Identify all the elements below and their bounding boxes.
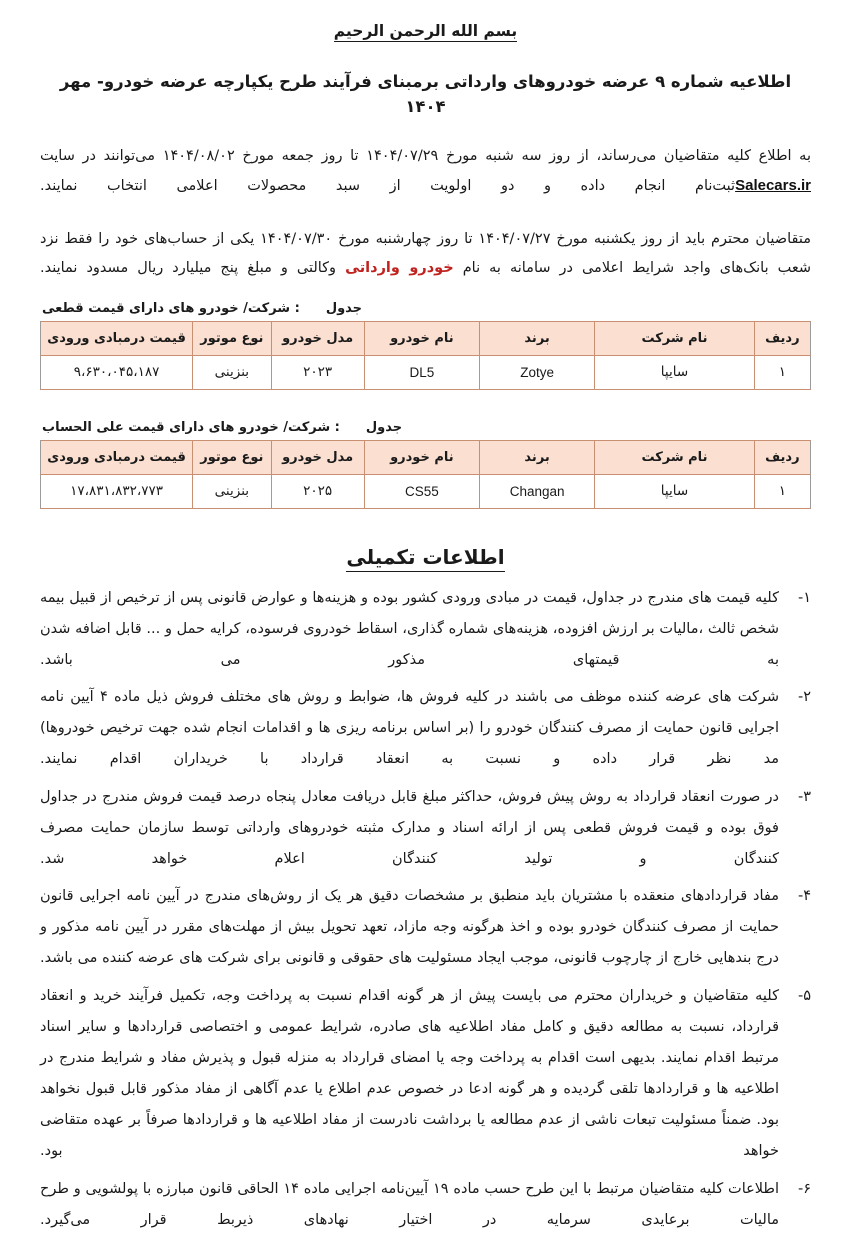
col-header-row: ردیف (754, 440, 810, 474)
col-header-company: نام شرکت (595, 440, 754, 474)
supplementary-notes-list (40, 583, 811, 1236)
table-row (41, 474, 811, 508)
note-number: ۵- (797, 987, 811, 1004)
table-caption-label-2: جدول (365, 419, 403, 435)
note-number: ۴- (797, 888, 811, 905)
table-caption-text-2: : شرکت/ خودرو های دارای قیمت علی الحساب (42, 419, 340, 435)
table-row (41, 355, 811, 389)
note-text: در صورت انعقاد قرارداد به روش پیش فروش، حداکثر مبلغ قابل دریافت معادل پنجاه درصد قیمت فروش مندرج در جداول فوق بوده و قیمت فروش قطعی پس از ارائه اسناد و مدارک مثبته خودروهای وارداتی توسط سازمان حمایت مصرف کنندگان و تولید کنندگان اعلام خواهد شد. (40, 788, 779, 867)
cell-company: سایپا (595, 474, 754, 508)
list-item (40, 583, 811, 677)
note-text: کلیه متقاضیان و خریداران محترم می بایست پیش از هر گونه اقدام نسبت به پرداخت وجه، تکمیل فرآیند خرید و انعقاد قرارداد، نسبت به مطالعه دقیق و کامل مفاد اطلاعیه های صادره، شرایط عمومی و اختصاصی قراردادها و سایر اسناد مرتبط اقدام نمایند. بدیهی است اقدام به پرداخت وجه یا امضای قرارداد به منزله قبول و پذیرش مفاد و شرایط مندرج در اطلاعیه ها و قراردادها تلقی گردیده و هر گونه ادعا در خصوص عدم اطلاع یا عدم آگاهی از مفاد مذکور قابل قبول نخواهد بود. ضمناً مسئولیت تبعات ناشی از عدم مطالعه یا برداشت نادرست از مفاد اطلاعیه ها و قراردادها صرفاً بر عهده متقاضی خواهد بود. (40, 987, 779, 1160)
col-header-brand: برند (479, 440, 594, 474)
imported-car-highlight: خودرو وارداتی (345, 259, 454, 276)
supplementary-heading (40, 545, 811, 569)
note-text: اطلاعات کلیه متقاضیان مرتبط با این طرح حسب ماده ۱۹ آیین‌نامه اجرایی ماده ۱۴ الحاقی قانون مبارزه با پولشویی و طرح مالیات برعایدی سرمایه در اختیار نهادهای ذیربط قرار می‌گیرد. (40, 1180, 780, 1228)
note-text: مفاد قراردادهای منعقده با مشتریان باید منطبق بر مشخصات دقیق هر یک از روش‌های مندرج در آیین نامه اجرایی قانون حمایت از مصرف کنندگان خودرو بوده و اخذ هرگونه وجه مازاد، تعهد تحویل بیش از مهلت‌های مقرر در آیین نامه مذکور و درج بندهایی خارج از چارچوب قانونی، موجب ایجاد مسئولیت های حقوقی و قانونی برای شرکت های عرضه کننده می باشد. (40, 888, 779, 967)
col-header-car-name: نام خودرو (364, 440, 479, 474)
intro-paragraph-1-prefix: به اطلاع کلیه متقاضیان می‌رساند، از روز سه شنبه مورخ ۱۴۰۴/۰۷/۲۹ تا روز جمعه مورخ ۱۴۰۴/۰۸/۰۲ می‌توانند در سایت (40, 147, 811, 164)
col-header-row: ردیف (754, 321, 810, 355)
cell-car-name: CS55 (364, 474, 479, 508)
col-header-car-name: نام خودرو (364, 321, 479, 355)
intro-paragraph-1 (40, 142, 811, 201)
table-block-definite-price (40, 301, 811, 390)
cell-car-name: DL5 (364, 355, 479, 389)
note-text: کلیه قیمت های مندرج در جداول، قیمت در مبادی ورودی کشور بوده و هزینه‌ها و عوارض قانونی پس از ترخیص از قبیل بیمه شخص ثالث ،مالیات بر ارزش افزوده، هزینه‌های شماره گذاری، اسقاط خودروی فرسوده، کرایه حمل و ... قابل اضافه شدن به قیمتهای مذکور می باشد. (40, 589, 779, 668)
cell-engine: بنزینی (193, 474, 271, 508)
col-header-engine: نوع موتور (193, 440, 271, 474)
cell-brand: Zotye (479, 355, 594, 389)
intro-paragraph-2 (40, 225, 811, 283)
cell-row-index: ۱ (754, 355, 810, 389)
list-item (40, 881, 811, 975)
note-number: ۳- (797, 788, 811, 805)
table-caption-text-1: : شرکت/ خودرو های دارای قیمت قطعی (42, 300, 300, 316)
offer-table-provisional-price (40, 440, 811, 509)
cell-model: ۲۰۲۵ (271, 474, 364, 508)
table-caption-provisional-price (40, 420, 811, 435)
table-block-provisional-price (40, 420, 811, 509)
page-title: اطلاعیه شماره ۹ عرضه خودروهای وارداتی برمبنای فرآیند طرح یکپارچه عرضه خودرو- مهر ۱۴۰۴ (59, 72, 792, 116)
note-text: شرکت های عرضه کننده موظف می باشند در کلیه فروش ها، ضوابط و روش های مختلف فروش ذیل ماده ۴ آیین نامه اجرایی قانون حمایت از مصرف کنندگان خودرو را (بر اساس برنامه ریزی ها و اقدامات انجام شده جهت ترخیص خودروها) مد نظر قرار داده و نسبت به انعقاد قرارداد با خریداران اقدام نمایند. (40, 689, 779, 768)
col-header-price: قیمت درمبادی ورودی (41, 321, 193, 355)
table-header-row (41, 440, 811, 474)
bismillah-text: بسم الله الرحمن الرحیم (333, 22, 518, 40)
cell-engine: بنزینی (193, 355, 271, 389)
col-header-model: مدل خودرو (271, 440, 364, 474)
cell-row-index: ۱ (754, 474, 810, 508)
intro-paragraph-1-suffix: ثبت‌نام انجام داده و دو اولویت از سبد محصولات اعلامی انتخاب نمایند. (40, 177, 736, 194)
cell-model: ۲۰۲۳ (271, 355, 364, 389)
cell-company: سایپا (595, 355, 754, 389)
intro-paragraph-2-prefix: متقاضیان محترم باید از روز یکشنبه مورخ ۱۴۰۴/۰۷/۲۷ تا روز چهارشنبه مورخ ۱۴۰۴/۰۷/۳۰ یکی از حساب‌های خود را فقط نزد شعب بانک‌های واجد شرایط اعلامی در سامانه به نام (40, 230, 811, 276)
note-number: ۶- (797, 1180, 811, 1197)
list-item (40, 981, 811, 1168)
salecars-site-link[interactable]: Salecars.ir (735, 176, 811, 194)
intro-paragraph-2-suffix: وکالتی و مبلغ پنج میلیارد ریال مسدود نمایند. (40, 259, 337, 276)
col-header-model: مدل خودرو (271, 321, 364, 355)
cell-price: ۹،۶۳۰،۰۴۵،۱۸۷ (41, 355, 193, 389)
list-item (40, 782, 811, 876)
note-number: ۱- (797, 589, 811, 606)
bismillah-heading (40, 16, 811, 40)
table-caption-definite-price (40, 301, 811, 316)
cell-price: ۱۷،۸۳۱،۸۳۲،۷۷۳ (41, 474, 193, 508)
table-header-row (41, 321, 811, 355)
offer-table-definite-price (40, 321, 811, 390)
col-header-price: قیمت درمبادی ورودی (41, 440, 193, 474)
list-item (40, 682, 811, 776)
col-header-engine: نوع موتور (193, 321, 271, 355)
col-header-brand: برند (479, 321, 594, 355)
cell-brand: Changan (479, 474, 594, 508)
supplementary-heading-text: اطلاعات تکمیلی (346, 545, 504, 572)
col-header-company: نام شرکت (595, 321, 754, 355)
table-caption-label-1: جدول (325, 300, 363, 316)
list-item (40, 1174, 811, 1236)
note-number: ۲- (797, 689, 811, 706)
